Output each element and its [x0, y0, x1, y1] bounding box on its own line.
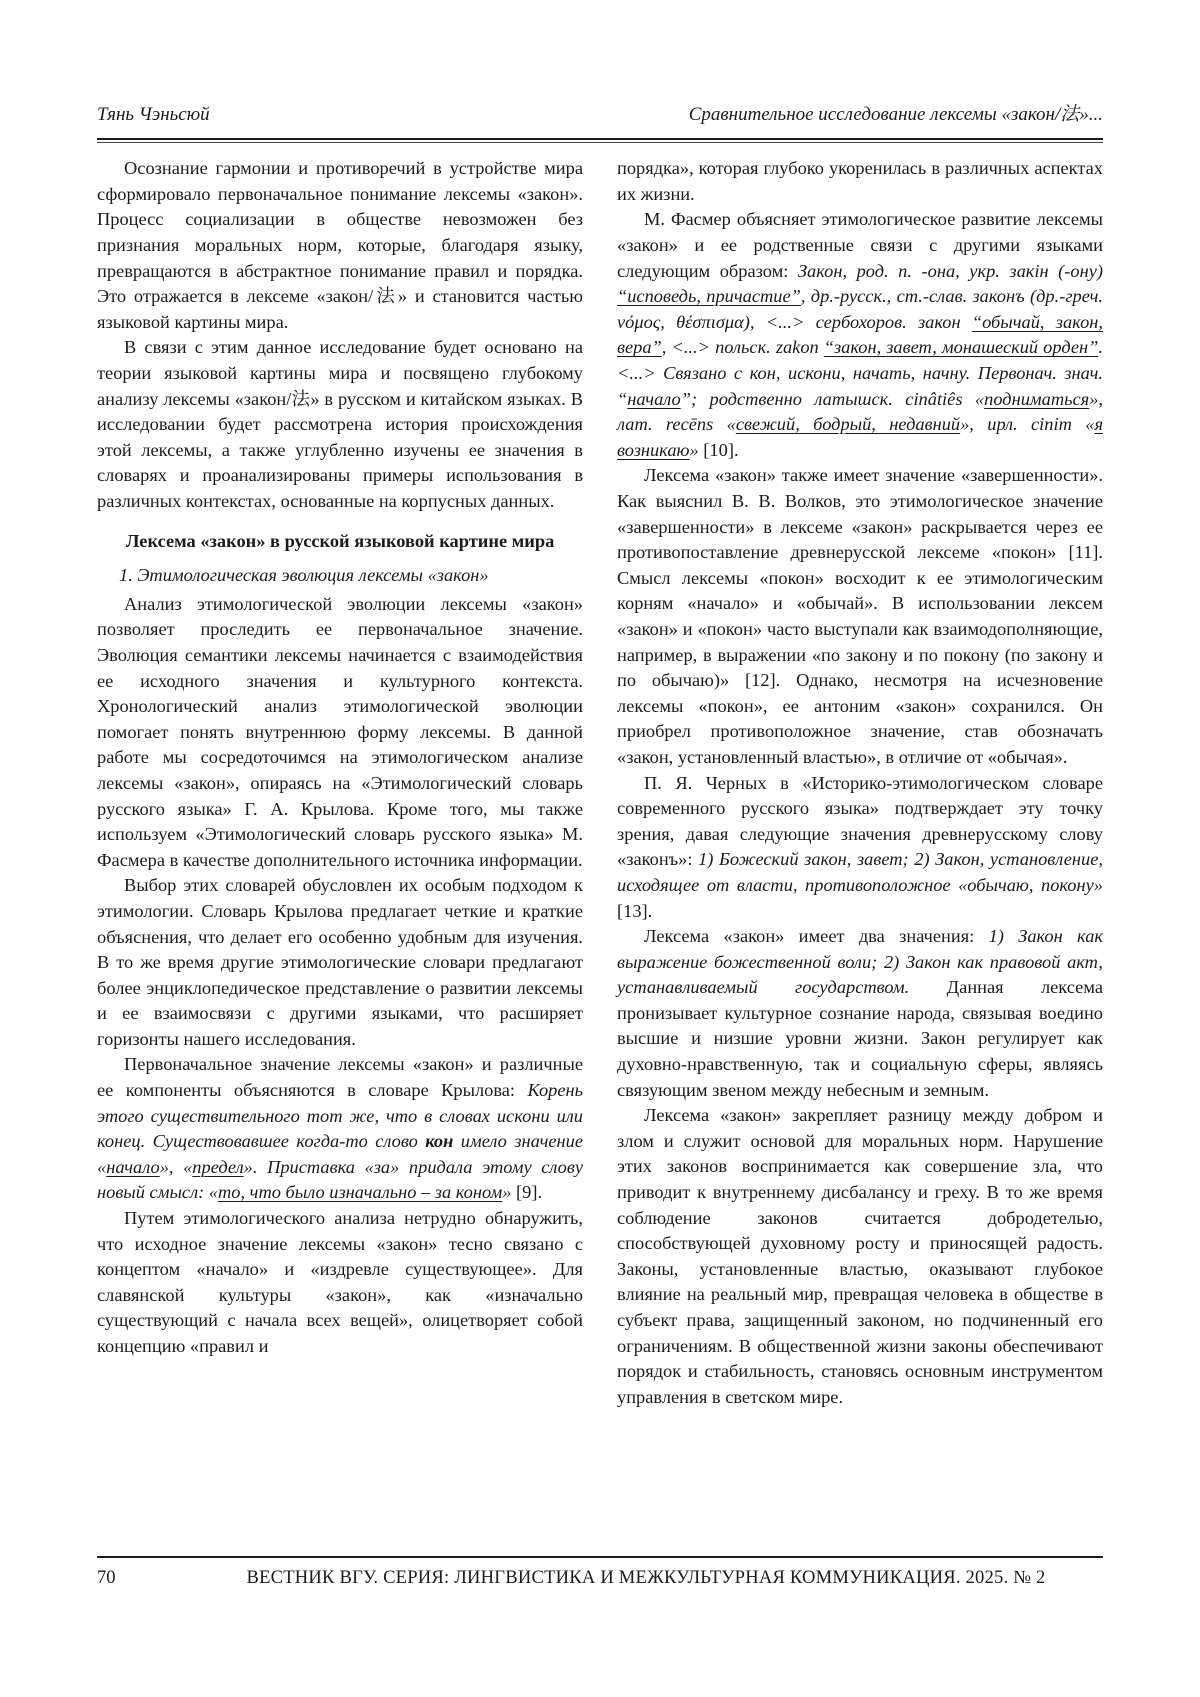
text-run: Лексема «закон» в русской языковой картине мира: [125, 530, 555, 551]
text-run: Выбор этих словарей обусловлен их особым подходом к этимологии. Словарь Крылова предлагает четкие и краткие объяснения, что делает его особенно удобным для изучения. В то же время другие этимологические словари предлагают более энциклопедическое представление о развитии лексемы и ее взаимосвязи с другими языками, что расширяет горизонты нашего исследования.: [97, 875, 583, 1049]
footer-rule: [97, 1556, 1103, 1558]
paragraph: [617, 207, 1103, 463]
text-run: начало: [106, 1156, 160, 1177]
text-run: свежий, бодрый, недавний: [735, 414, 961, 435]
text-run: [10].: [698, 439, 739, 460]
header-rule-thin: [97, 142, 1103, 143]
text-run: [13].: [617, 900, 653, 921]
paragraph: [617, 1103, 1103, 1410]
text-run: имело значение «: [97, 1131, 583, 1177]
header-rule-thick: [97, 138, 1103, 141]
running-head-title: Сравнительное исследование лексемы «закон/法»...: [688, 104, 1103, 125]
text-run: предел: [192, 1156, 244, 1177]
text-run: », ирл. cinim «: [960, 414, 1095, 435]
text-run: », «: [159, 1156, 193, 1177]
right-column: [617, 156, 1103, 1534]
page-number: 70: [97, 1567, 116, 1588]
text-run: “закон, завет, монашеский орден”: [823, 337, 1099, 358]
subsection-heading: [97, 563, 583, 589]
text-run: », лат. recēns «: [617, 388, 1103, 435]
paragraph: [97, 335, 583, 514]
text-run: Анализ этимологической эволюции лексемы «закон» позволяет проследить ее первоначальное значение. Эволюция семантики лексемы начинается с взаимодействия ее исходного значения и культурного контекста. Хронологический анализ этимологической эволюции помогает понять внутреннюю форму лексемы. В данной работе мы сосредоточимся на этимологическом анализе лексемы «закон», опираясь на «Этимологический словарь русского языка» Г. А. Крылова. Кроме того, мы также используем «Этимологический словарь русского языка» М. Фасмера в качестве дополнительного источника информации.: [97, 593, 583, 870]
text-run: М. Фасмер объясняет этимологическое развитие лексемы «закон» и ее родственные связи с другими языками следующим образом:: [617, 209, 1103, 281]
text-run: В связи с этим данное исследование будет основано на теории языковой картины мира и посвящено глубокому анализу лексемы «закон/法» в русском и китайском языках. В исследовании будет рассмотрена история происхождения этой лексемы, а также углубленно изучены ее значения в словарях и проанализированы примеры использования в различных контекстах, основанные на корпусных данных.: [97, 337, 583, 512]
paragraph: [617, 156, 1103, 207]
text-run: Путем этимологического анализа нетрудно обнаружить, что исходное значение лексемы «закон» тесно связано с концептом «начало» и «издревле существующее». Для славянской культуры «закон», как «изначально существующий с начала всех вещей», олицетворяет собой концепцию «правил и: [97, 1208, 583, 1357]
text-run: “исповедь, причастие”: [617, 286, 801, 307]
text-run: ”; родственно латышск. cinâtiês «: [680, 388, 985, 409]
text-run: 1) Божеский закон, завет; 2) Закон, установление, исходящее от власти, противоположное «обычаю, покону»: [617, 849, 1103, 895]
paragraph: [97, 873, 583, 1052]
journal-title-line: ВЕСТНИК ВГУ. СЕРИЯ: ЛИНГВИСТИКА И МЕЖКУЛЬТУРНАЯ КОММУНИКАЦИЯ. 2025. № 2: [246, 1567, 1046, 1588]
text-run: “обычай, закон, вера”: [617, 311, 1103, 358]
text-run: 1. Этимологическая эволюция лексемы «закон»: [119, 565, 489, 586]
paragraph: [97, 592, 583, 874]
text-run: Данная лексема пронизывает культурное сознание народа, связывая воедино высшие и низшие уровни жизни. Закон регулирует как духовно-нравственную, так и социальную сферы, являясь связующим звеном между небесным и земным.: [617, 977, 1103, 1100]
text-run: я возникаю: [617, 414, 1103, 460]
text-run: подниматься: [984, 388, 1090, 409]
text-run: , др.-русск., ст.-слав. законъ (др.-греч. νόμος, θέσπισμα), <...> сербохоров. закон: [617, 286, 1103, 332]
text-run: Первоначальное значение лексемы «закон» и различные ее компоненты объясняются в словаре Крылова:: [97, 1054, 583, 1101]
text-run: ». Приставка «за» придала этому слову новый смысл: «: [97, 1156, 583, 1203]
paragraph: [617, 463, 1103, 770]
text-run: Лексема «закон» также имеет значение «завершенности». Как выяснил В. В. Волков, это этимологическое значение «завершенности» в лексеме «закон» раскрывается через ее противопоставление древнерусской лексеме «покон» [11]. Смысл лексемы «покон» восходит к ее этимологическим корням «начало» и «обычай». В использовании лексем «закон» и «покон» часто выступали как взаимодополняющие, например, в выражении «по закону и по покону (по закону и по обычаю)» [12]. Однако, несмотря на исчезновение лексемы «покон», ее антоним «закон» сохранился. Он приобрел противоположное значение, став обозначать «закон, установленный властью», в отличие от «обычая».: [617, 465, 1103, 767]
paragraph: [97, 156, 583, 335]
text-run: начало: [627, 388, 681, 409]
text-run: [9].: [511, 1182, 543, 1203]
text-run: Закон, род. п. -она, укр. закін (-ону): [797, 260, 1103, 281]
page-footer: [97, 1556, 1103, 1589]
text-run: порядка», которая глубоко укоренилась в различных аспектах их жизни.: [617, 158, 1103, 204]
text-run: Лексема «закон» закрепляет разницу между добром и злом и служит основой для моральных норм. Нарушение этих законов воспринимается как совершение зла, что приводит к внутреннему дисбалансу и греху. В то же время соблюдение законов считается добродетелью, способствующей духовному росту и приносящей радость. Законы, установленные властью, оказывают глубокое влияние на реальный мир, превращая человека в обществе в субъект права, защищенный законом, но подчиненный его ограничениям. В общественной жизни законы обеспечивают порядок и стабильность, становясь основным инструментом управления в светском мире.: [617, 1105, 1103, 1407]
text-run: Осознание гармонии и противоречий в устройстве мира сформировало первоначальное понимание лексемы «закон». Процесс социализации в обществе невозможен без признания моральных норм, которые, благодаря языку, превращаются в абстрактное понимание правил и порядка. Это отражается в лексеме «закон/法» и становится частью языковой картины мира.: [97, 158, 583, 332]
article-body: [97, 156, 1103, 1534]
text-run: кон: [425, 1131, 454, 1152]
text-run: »: [502, 1182, 512, 1203]
text-run: . <...> Связано с кон, искони, начать, начну. Первонач. знач. “: [617, 337, 1103, 409]
text-run: Лексема «закон» имеет два значения:: [644, 926, 989, 947]
text-run: »: [689, 439, 699, 460]
running-head-author: Тянь Чэньсюй: [97, 104, 210, 125]
text-run: то, что было изначально – за коном: [218, 1182, 503, 1203]
running-head: [97, 104, 1103, 127]
text-run: 1) Закон как выражение божественной воли; 2) Закон как правовой акт, устанавливаемый государством.: [617, 926, 1103, 998]
paragraph: [617, 771, 1103, 925]
paragraph: [97, 1206, 583, 1360]
paragraph: [617, 924, 1103, 1103]
section-heading: [97, 529, 583, 555]
left-column: [97, 156, 583, 1534]
paragraph: [97, 1052, 583, 1206]
text-run: , <...> польск. zakon: [661, 337, 824, 358]
text-run: П. Я. Черных в «Историко-этимологическом словаре современного русского языка» подтверждает эту точку зрения, давая следующие значения древнерусскому слову «законъ»:: [617, 772, 1103, 870]
footer-line: [97, 1567, 1103, 1589]
text-run: Корень этого существительного тот же, что в словах искони или конец. Существовавшее когда-то слово: [97, 1080, 583, 1152]
